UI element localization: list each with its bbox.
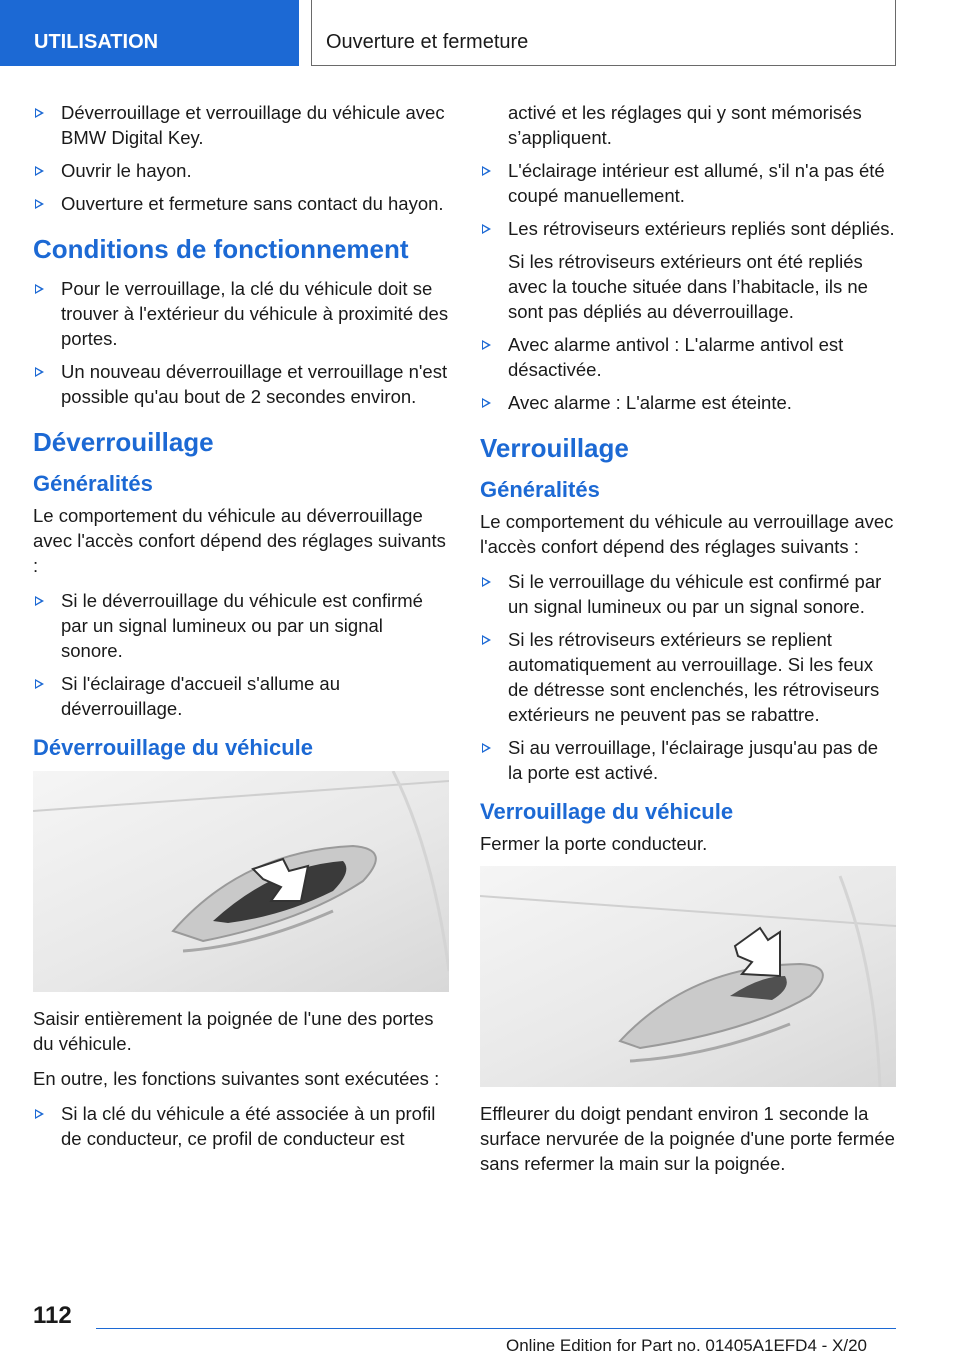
mirror-note: Si les rétroviseurs extérieurs ont été repliés avec la touche située dans l’habitacle, ils ne sont pas dépliés au déverrouillage. [508,251,868,322]
door-handle-lock-image [480,866,896,1087]
conditions-list [33,276,449,409]
lock-heading: Verrouillage [480,433,629,463]
lock-vehicle-text: Fermer la porte conducteur. [480,833,708,854]
triangle-bullet-icon [482,340,491,350]
triangle-bullet-icon [482,398,491,408]
unlock-vehicle-heading: Déverrouillage du véhicule [33,735,313,760]
footer-divider [96,1328,896,1329]
triangle-bullet-icon [35,108,44,118]
arrow-icon [735,928,780,976]
list-item: L'éclairage intérieur est allumé, s'il n'a pas été coupé manuellement. [480,158,896,208]
unlock-heading: Déverrouillage [33,427,214,457]
unlock-functions-list [33,1101,449,1151]
list-item: Avec alarme : L'alarme est éteinte. [480,390,896,415]
intro-list [33,100,449,216]
triangle-bullet-icon [35,284,44,294]
list-item: Si le verrouillage du véhicule est confirmé par un signal lumineux ou par un signal sonore. [480,569,896,619]
list-item: Déverrouillage et verrouillage du véhicule avec BMW Digital Key. [33,100,449,150]
triangle-bullet-icon [482,577,491,587]
door-handle-unlock-image [33,771,449,992]
unlock-general-text: Le comportement du véhicule au déverrouillage avec l'accès confort dépend des réglages suivants : [33,505,446,576]
triangle-bullet-icon [35,367,44,377]
list-item: Si les rétroviseurs extérieurs se replient automatiquement au verrouillage. Si les feux de détresse sont enclenchés, les rétroviseurs extérieurs ne peuvent pas se rabattre. [480,627,896,727]
page-number: 112 [33,1302,72,1329]
footer-edition: Online Edition for Part no. 01405A1EFD4 - X/20 [506,1336,867,1355]
triangle-bullet-icon [35,166,44,176]
triangle-bullet-icon [35,1109,44,1119]
lock-general-text: Le comportement du véhicule au verrouillage avec l'accès confort dépend des réglages suivants : [480,511,894,557]
list-item-continued: activé et les réglages qui y sont mémorisés s’appliquent. [508,102,862,148]
triangle-bullet-icon [482,743,491,753]
list-item: Ouvrir le hayon. [33,158,449,183]
section-tab[interactable]: UTILISATION [0,0,299,66]
triangle-bullet-icon [35,679,44,689]
right-column [480,100,896,1186]
list-item: Pour le verrouillage, la clé du véhicule doit se trouver à l'extérieur du véhicule à proximité des portes. [33,276,449,351]
page-header [0,0,960,66]
triangle-bullet-icon [482,224,491,234]
topic-tab[interactable]: Ouverture et fermeture [311,0,896,66]
lock-vehicle-heading: Verrouillage du véhicule [480,799,734,824]
list-item: Avec alarme antivol : L'alarme antivol est désactivée. [480,332,896,382]
lock-general-list [480,569,896,785]
unlock-functions-continued [480,100,896,415]
left-column [33,100,449,1159]
list-item: Si le déverrouillage du véhicule est confirmé par un signal lumineux ou par un signal sonore. [33,588,449,663]
list-item: Ouverture et fermeture sans contact du hayon. [33,191,449,216]
list-item: Un nouveau déverrouillage et verrouillage n'est possible qu'au bout de 2 secondes environ. [33,359,449,409]
triangle-bullet-icon [482,166,491,176]
lock-general-heading: Généralités [480,477,600,502]
list-item: Les rétroviseurs extérieurs repliés sont dépliés. Si les rétroviseurs extérieurs ont été repliés avec la touche située dans l’habitacle, ils ne sont pas dépliés au déverrouillage. [480,216,896,324]
unlock-vehicle-text: Saisir entièrement la poignée de l'une des portes du véhicule. [33,1008,434,1054]
list-item: Si au verrouillage, l'éclairage jusqu'au pas de la porte est activé. [480,735,896,785]
unlock-general-heading: Généralités [33,471,153,496]
triangle-bullet-icon [35,199,44,209]
unlock-general-list [33,588,449,721]
list-item: Si l'éclairage d'accueil s'allume au déverrouillage. [33,671,449,721]
lock-vehicle-instruction: Effleurer du doigt pendant environ 1 seconde la surface nervurée de la poignée d'une porte fermée sans refermer la main sur la poignée. [480,1103,895,1174]
triangle-bullet-icon [482,635,491,645]
unlock-also-text: En outre, les fonctions suivantes sont exécutées : [33,1068,440,1089]
list-item: Si la clé du véhicule a été associée à un profil de conducteur, ce profil de conducteur est [33,1101,449,1151]
conditions-heading: Conditions de fonctionnement [33,234,409,264]
triangle-bullet-icon [35,596,44,606]
